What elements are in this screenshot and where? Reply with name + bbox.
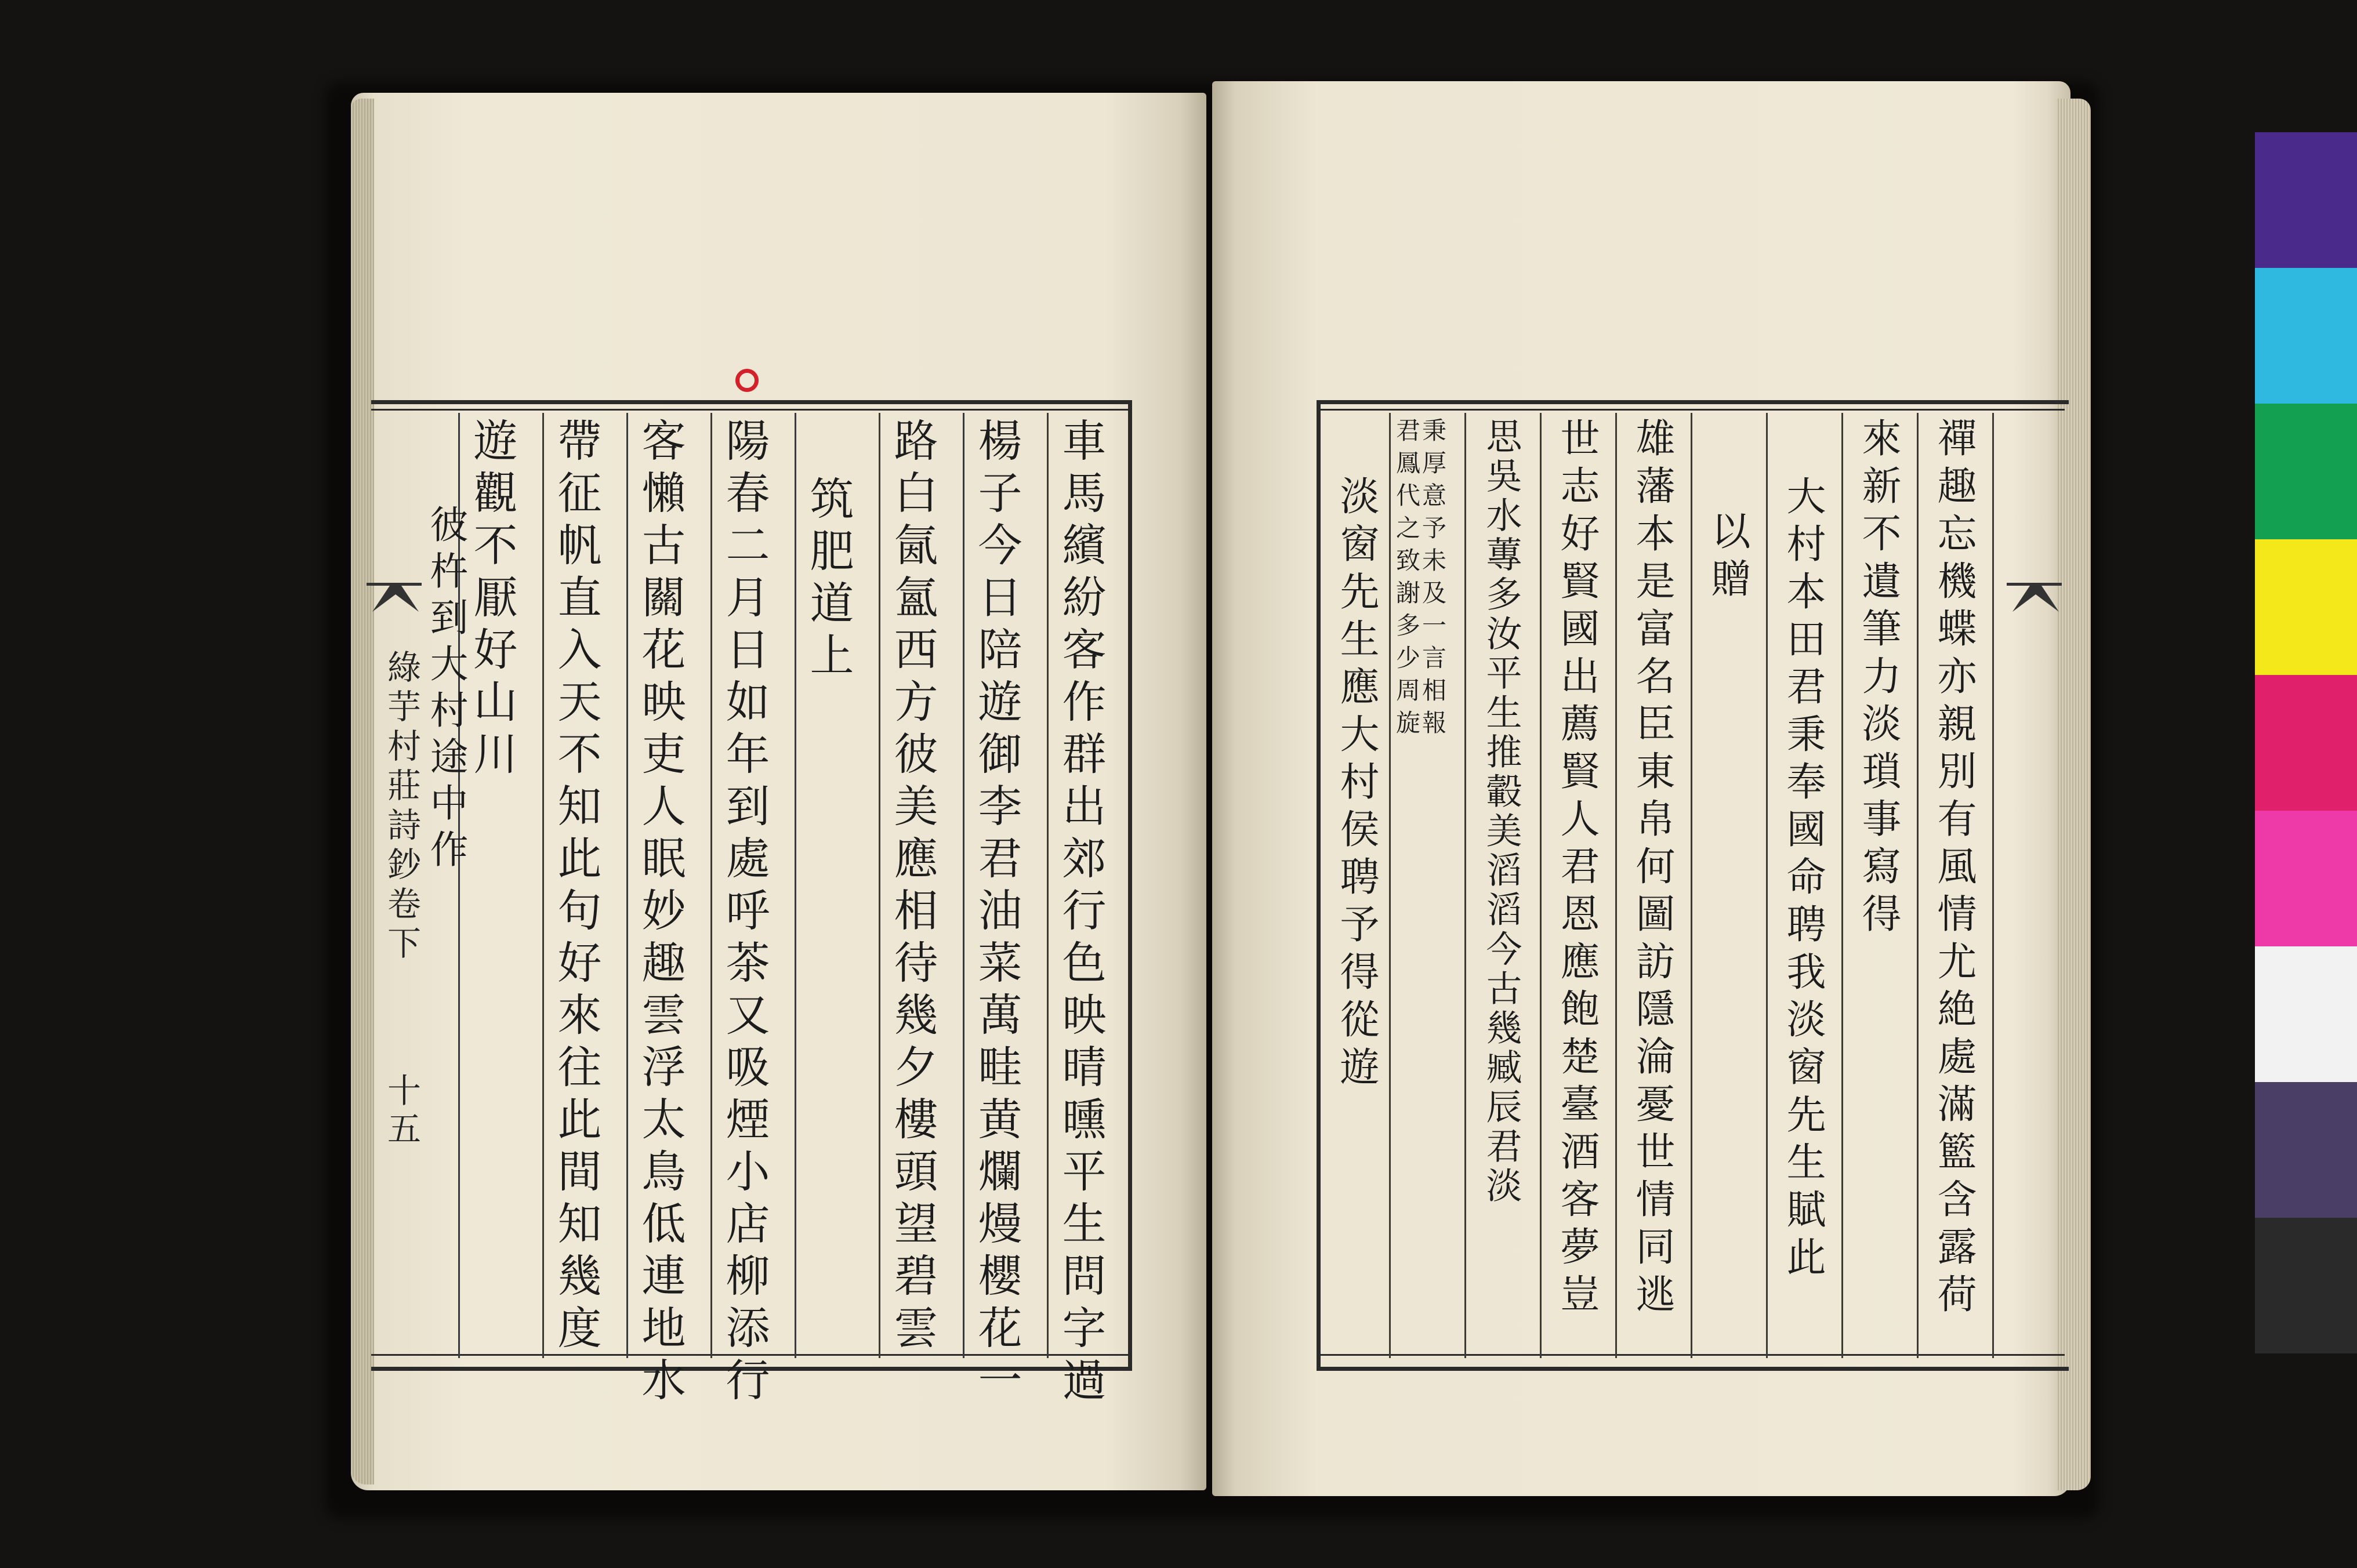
right-column-7: 思吳水蓴多汝平生推轂美滔滔今古幾臧辰君淡: [1480, 418, 1522, 1206]
red-circle-mark: [735, 369, 759, 392]
column-rule: [1615, 413, 1617, 1358]
checker-swatch-magenta: [2255, 811, 2357, 946]
column-rule: [879, 413, 880, 1358]
right-column-1: 禪趣忘機蝶亦親別有風情尤絶處滿籃含露荷: [1931, 418, 1977, 1321]
left-column-9-heading: 彼杵到大村途中作: [423, 504, 468, 876]
checker-swatch-green: [2255, 404, 2357, 539]
column-rule: [542, 413, 544, 1358]
left-frame-inner-top: [371, 409, 1128, 411]
fish-tail-mark-right: [2007, 571, 2062, 623]
column-rule: [795, 413, 796, 1358]
right-column-3: 大村本田君秉奉國命聘我淡窗先生賦此: [1780, 476, 1826, 1284]
fish-tail-mark-left: [367, 571, 422, 623]
gutter-book-title: 綠芋村莊詩鈔卷下: [382, 649, 421, 965]
right-column-4: 以贈: [1705, 510, 1750, 605]
left-column-2: 楊子今日陪遊御李君油菜萬畦黄爛熳櫻花一: [971, 418, 1022, 1409]
column-rule: [963, 413, 964, 1358]
checker-swatch-red: [2255, 675, 2357, 811]
right-column-2: 來新不遺筆力淡瑣事寫得: [1855, 418, 1901, 941]
checker-swatch-white: [2255, 946, 2357, 1082]
right-frame-inner-top: [1317, 409, 2065, 411]
left-column-1: 車馬繽紛客作群出郊行色映晴曛平生問字過: [1055, 418, 1107, 1409]
column-rule: [1047, 413, 1049, 1358]
column-rule: [1992, 413, 1994, 1358]
left-column-8: 遊觀不厭好山川: [466, 418, 518, 783]
column-rule: [1766, 413, 1768, 1358]
right-column-9-small: 君鳳代之致謝多少周旋: [1393, 418, 1421, 742]
left-page-edges: [351, 99, 374, 1484]
column-rule: [1841, 413, 1843, 1358]
left-column-5: 陽春二月日如年到處呼茶又吸煙小店柳添行: [719, 418, 770, 1409]
checker-swatch-black: [2255, 1218, 2357, 1353]
column-rule: [626, 413, 628, 1358]
checker-swatch-cyan: [2255, 268, 2357, 404]
column-rule: [1917, 413, 1919, 1358]
left-column-7: 帶征帆直入天不知此句好來往此間知幾度: [550, 418, 602, 1357]
column-rule: [1691, 413, 1692, 1358]
right-column-10: 淡窗先生應大村侯聘予得從遊: [1333, 476, 1379, 1094]
column-rule: [710, 413, 712, 1358]
checker-swatch-purple: [2255, 132, 2357, 268]
left-column-4-heading: 筑肥道上: [803, 476, 854, 684]
gutter-page-number: 十五: [382, 1073, 421, 1149]
right-column-6: 世志好賢國出薦賢人君恩應飽楚臺酒客夢豈: [1554, 418, 1600, 1321]
color-calibration-strip: [2255, 132, 2357, 1353]
right-column-8-small: 秉厚意予未及一言相報: [1419, 418, 1447, 742]
column-rule: [1464, 413, 1466, 1358]
checker-swatch-dark-violet: [2255, 1082, 2357, 1218]
column-rule: [1389, 413, 1391, 1358]
left-column-6: 客懶古關花映吏人眠妙趣雲浮太鳥低連地水: [634, 418, 686, 1409]
checker-swatch-yellow: [2255, 539, 2357, 675]
column-rule: [1540, 413, 1542, 1358]
right-column-5: 雄藩本是富名臣東帛何圖訪隱淪憂世情同逃: [1629, 418, 1675, 1321]
left-column-3: 路白氤氳西方彼美應相待幾夕樓頭望碧雲: [887, 418, 938, 1357]
